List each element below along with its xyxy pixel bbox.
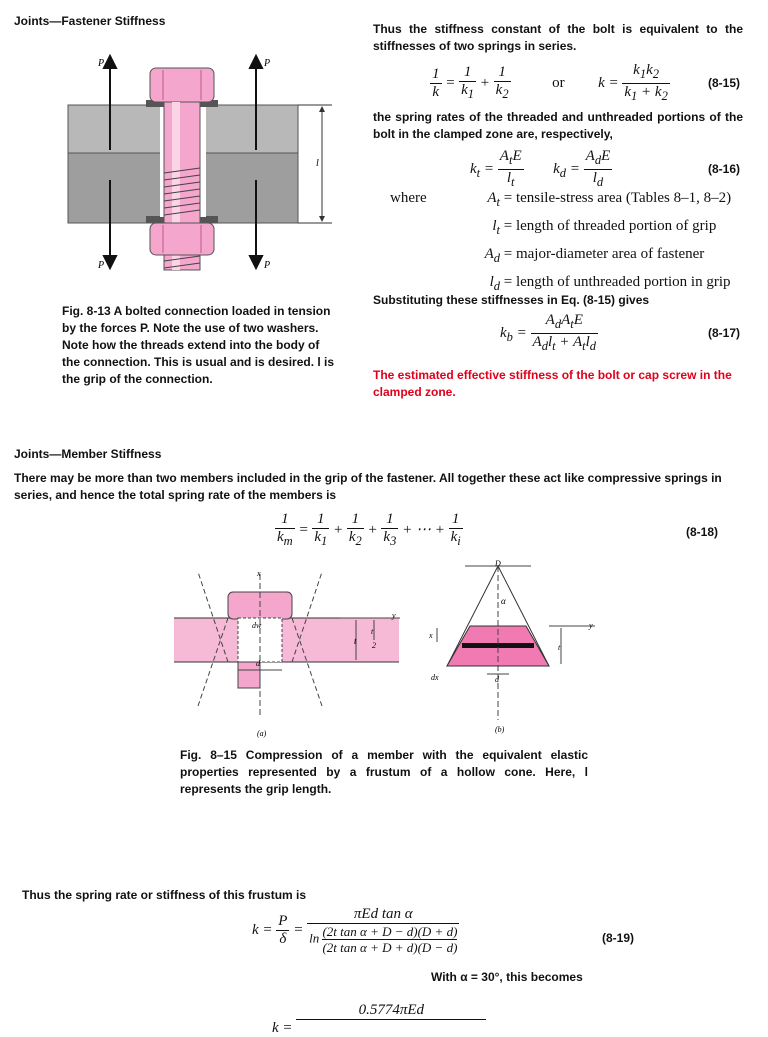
fig-8-15-caption: Fig. 8–15 Compression of a member with the equivalent elastic properties represented by a frustum of a hollow cone. Here, l represents the grip length.	[180, 748, 588, 796]
svg-text:P: P	[98, 260, 105, 271]
svg-text:α: α	[501, 596, 506, 606]
svg-text:x: x	[429, 631, 433, 640]
figure-8-15b	[425, 560, 605, 746]
subfig-label-b: (b)	[495, 725, 505, 734]
intro-text: Thus the stiffness constant of the bolt is equivalent to the stiffnesses of two springs in series.	[373, 22, 743, 53]
eq-number-8-18: (8-18)	[686, 525, 719, 539]
spring-rates-text: the spring rates of the threaded and unthreaded portions of the bolt in the clamped zone are, respectively,	[373, 110, 743, 141]
eq-number-8-16: (8-16)	[708, 162, 741, 176]
section-heading-fastener-stiffness: Joints—Fastener Stiffness	[14, 14, 166, 28]
bolted-connection-figure	[60, 50, 350, 280]
frustum-intro: Thus the spring rate or stiffness of this frustum is	[22, 888, 307, 902]
svg-text:t: t	[558, 643, 561, 652]
equation-8-19: k = $\frac{P}{\delta}$ = πEd tan α ln $\frac{\text{(2t tan α + D − d)(D + d)}}{\text{(2t tan α + D + d)(D − d)}}$	[252, 906, 458, 955]
section-heading-member-stiffness: Joints—Member Stiffness	[14, 447, 162, 461]
svg-text:t: t	[354, 636, 357, 646]
bolt-head	[150, 68, 214, 102]
svg-text:d: d	[256, 659, 260, 668]
svg-text:t: t	[371, 627, 374, 636]
force-label-p: P	[98, 58, 105, 69]
grip-label: l	[316, 158, 319, 169]
equation-8-16: $k_t$ = $\frac{A_tE}{l_t}$ $k_d$ = $\frac{A_dE}{l_d}$	[470, 148, 611, 189]
svg-text:D: D	[495, 560, 501, 568]
equation-8-20-partial: k = 0.5774πEd	[272, 1002, 486, 1037]
svg-text:y: y	[392, 611, 396, 620]
svg-text:P: P	[264, 58, 271, 69]
svg-text:dw: dw	[252, 621, 262, 630]
substituting-text: Substituting these stiffnesses in Eq. (8-15) gives	[373, 293, 650, 307]
equation-8-17: $k_b$ = $\frac{A_dA_tE}{A_dl_t + A_tl_d}$	[500, 312, 597, 353]
eq-number-8-15: (8-15)	[708, 76, 741, 90]
svg-text:d: d	[495, 675, 499, 684]
definitions-list: where $A_t$ = tensile-stress area (Tables 8–1, 8–2) $l_t$ = length of threaded portion of grip $A_d$ = major-diameter area of fastener $l_d$ = length of unthreaded portion in grip	[390, 190, 732, 293]
fig-8-13-caption: Fig. 8-13 A bolted connection loaded in tension by the forces P. Note the use of two washers. Note how the threads extend into the body of the connection. This is usual and is desired. l is the grip of the connection.	[62, 304, 335, 386]
red-note: The estimated effective stiffness of the bolt or cap screw in the clamped zone.	[373, 368, 732, 399]
svg-text:y: y	[589, 621, 593, 630]
eq-number-8-19: (8-19)	[602, 931, 635, 945]
alpha-text: With α = 30°, this becomes	[431, 970, 583, 984]
svg-text:dx: dx	[431, 673, 439, 682]
svg-text:x: x	[257, 569, 261, 578]
member-plate	[174, 618, 399, 662]
equation-8-18: $\frac{1}{k_m}$ = $\frac{1}{k_1}$ + $\frac{1}{k_2}$ + $\frac{1}{k_3}$ + ⋯ + $\frac{1}{k_i}$	[277, 511, 461, 548]
nut	[150, 223, 214, 255]
figure-8-15a	[170, 566, 410, 746]
subfig-label-a: (a)	[257, 729, 267, 738]
svg-text:P: P	[264, 260, 271, 271]
member-paragraph: There may be more than two members included in the grip of the fastener. All together these act like compressive springs in series, and hence the total spring rate of the members is	[14, 471, 722, 502]
svg-text:2: 2	[372, 641, 376, 650]
eq-number-8-17: (8-17)	[708, 326, 741, 340]
equation-8-15: $\frac{1}{k}$ = $\frac{1}{k_1}$ + $\frac{1}{k_2}$ or k = $\frac{k_1k_2}{k_1 + k_2}$	[432, 62, 668, 103]
